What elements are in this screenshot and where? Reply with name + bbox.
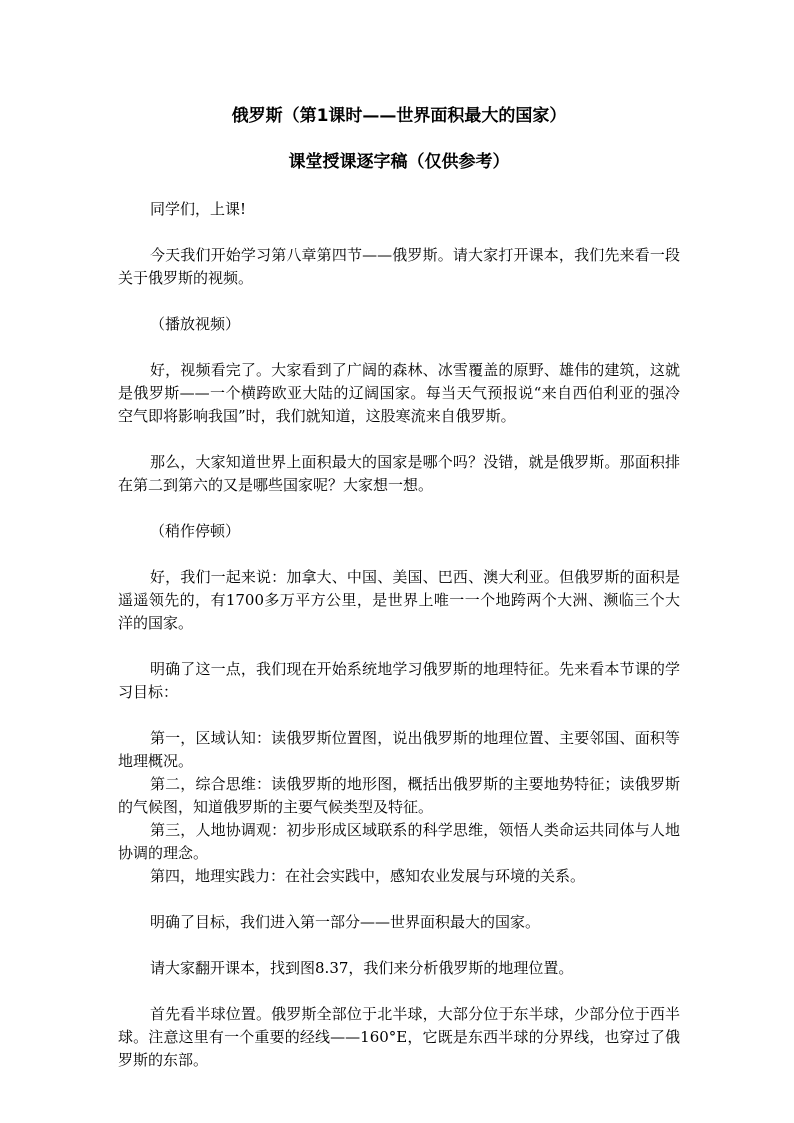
paragraph-video-summary: 好，视频看完了。大家看到了广阔的森林、冰雪覆盖的原野、雄伟的建筑，这就是俄罗斯——一个横跨欧亚大陆的辽阔国家。每当天气预报说“来自西伯利亚的强冷空气即将影响我国”时，我们就知道，这股寒流来自俄罗斯。 bbox=[118, 361, 680, 425]
paragraph-objective-4: 第四，地理实践力：在社会实践中，感知农业发展与环境的关系。 bbox=[150, 867, 586, 885]
paragraph-hemisphere: 首先看半球位置。俄罗斯全部位于北半球，大部分位于东半球，少部分位于西半球。注意这里有一个重要的经线——160°E，它既是东西半球的分界线，也穿过了俄罗斯的东部。 bbox=[118, 1005, 680, 1069]
paragraph-pause: （稍作停顿） bbox=[150, 522, 241, 540]
document-page bbox=[118, 100, 680, 1072]
paragraph-play-video: （播放视频） bbox=[150, 315, 241, 333]
paragraph-greeting: 同学们，上课! bbox=[150, 200, 247, 218]
paragraph-intro: 今天我们开始学习第八章第四节——俄罗斯。请大家打开课本，我们先来看一段关于俄罗斯的视频。 bbox=[118, 246, 680, 287]
document-subtitle: 课堂授课逐字稿（仅供参考） bbox=[288, 152, 510, 172]
paragraph-largest-country: 那么，大家知道世界上面积最大的国家是哪个吗？没错，就是俄罗斯。那面积排在第二到第六的又是哪些国家呢？大家想一想。 bbox=[118, 453, 680, 494]
paragraph-objective-2: 第二，综合思维：读俄罗斯的地形图，概括出俄罗斯的主要地势特征；读俄罗斯的气候图，知道俄罗斯的主要气候类型及特征。 bbox=[118, 775, 680, 816]
paragraph-objectives-intro: 明确了这一点，我们现在开始系统地学习俄罗斯的地理特征。先来看本节课的学习目标： bbox=[118, 660, 680, 701]
paragraph-section-one: 明确了目标，我们进入第一部分——世界面积最大的国家。 bbox=[150, 913, 541, 931]
document-title: 俄罗斯（第1课时——世界面积最大的国家） bbox=[231, 106, 567, 126]
paragraph-objective-1: 第一，区域认知：读俄罗斯位置图，说出俄罗斯的地理位置、主要邻国、面积等地理概况。 bbox=[118, 729, 680, 770]
paragraph-objective-3: 第三，人地协调观：初步形成区域联系的科学思维，领悟人类命运共同体与人地协调的理念。 bbox=[118, 821, 680, 862]
paragraph-country-ranking: 好，我们一起来说：加拿大、中国、美国、巴西、澳大利亚。但俄罗斯的面积是遥遥领先的，有1700多万平方公里，是世界上唯一一个地跨两个大洲、濒临三个大洋的国家。 bbox=[118, 568, 680, 632]
paragraph-open-textbook: 请大家翻开课本，找到图8.37，我们来分析俄罗斯的地理位置。 bbox=[150, 959, 574, 977]
